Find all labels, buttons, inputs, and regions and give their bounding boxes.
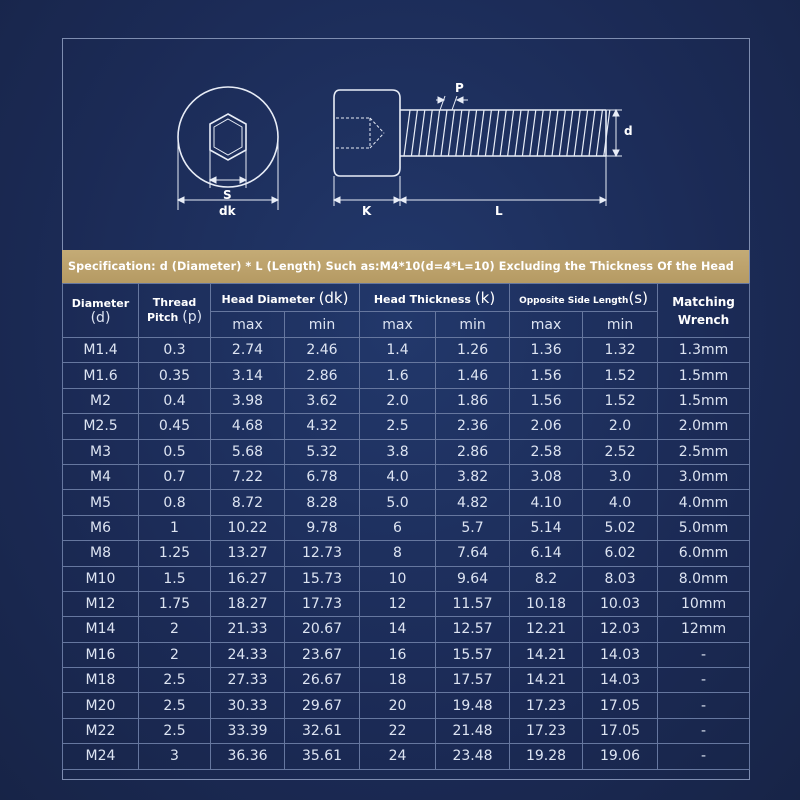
cell-head-diameter-min: 29.67 [285, 693, 360, 718]
cell-diameter: M5 [63, 490, 139, 515]
s-dimension [210, 150, 246, 188]
screw-drawing [0, 0, 800, 250]
cell-head-thickness-max: 4.0 [360, 464, 436, 489]
specification-text: Specification: d (Diameter) * L (Length) Such as:M4*10(d=4*L=10) Excluding the Thickness Of the Head [68, 260, 734, 273]
subheader-max: max [510, 312, 583, 338]
cell-opposite-min: 1.52 [583, 388, 658, 413]
cell-head-diameter-max: 13.27 [211, 541, 285, 566]
cell-opposite-min: 19.06 [583, 744, 658, 769]
cell-head-diameter-min: 2.46 [285, 338, 360, 363]
cell-diameter: M6 [63, 515, 139, 540]
cell-pitch: 2.5 [139, 718, 211, 743]
cell-head-diameter-max: 3.14 [211, 363, 285, 388]
cell-diameter: M22 [63, 718, 139, 743]
cell-head-thickness-min: 19.48 [436, 693, 510, 718]
cell-head-thickness-max: 18 [360, 668, 436, 693]
table-row [63, 566, 750, 591]
table-row [63, 388, 750, 413]
cell-head-diameter-min: 8.28 [285, 490, 360, 515]
cell-opposite-min: 1.52 [583, 363, 658, 388]
table-row [63, 693, 750, 718]
cell-pitch: 1.25 [139, 541, 211, 566]
cell-pitch: 2.5 [139, 693, 211, 718]
cell-head-thickness-max: 1.4 [360, 338, 436, 363]
thread-lines [404, 110, 610, 156]
table-row [63, 338, 750, 363]
cell-wrench: - [658, 668, 750, 693]
cell-head-thickness-max: 5.0 [360, 490, 436, 515]
cell-wrench: 2.0mm [658, 414, 750, 439]
cell-head-thickness-max: 16 [360, 642, 436, 667]
subheader-min: min [436, 312, 510, 338]
cell-head-thickness-min: 1.46 [436, 363, 510, 388]
cell-diameter: M8 [63, 541, 139, 566]
cell-opposite-max: 1.36 [510, 338, 583, 363]
cell-wrench: - [658, 693, 750, 718]
cell-opposite-max: 19.28 [510, 744, 583, 769]
cell-head-diameter-max: 33.39 [211, 718, 285, 743]
cell-opposite-max: 3.08 [510, 464, 583, 489]
cell-head-diameter-max: 24.33 [211, 642, 285, 667]
cell-opposite-max: 1.56 [510, 388, 583, 413]
table-row [63, 668, 750, 693]
cell-head-diameter-max: 21.33 [211, 617, 285, 642]
cell-head-thickness-min: 7.64 [436, 541, 510, 566]
cell-opposite-max: 10.18 [510, 591, 583, 616]
subheader-max: max [360, 312, 436, 338]
cell-wrench: 6.0mm [658, 541, 750, 566]
cell-diameter: M1.6 [63, 363, 139, 388]
cell-head-thickness-min: 1.26 [436, 338, 510, 363]
cell-head-thickness-min: 11.57 [436, 591, 510, 616]
l-label: L [495, 204, 503, 218]
cell-head-diameter-max: 4.68 [211, 414, 285, 439]
cell-pitch: 0.35 [139, 363, 211, 388]
d-label: d [624, 124, 633, 138]
cell-head-thickness-min: 5.7 [436, 515, 510, 540]
cell-opposite-min: 17.05 [583, 718, 658, 743]
cell-head-thickness-min: 12.57 [436, 617, 510, 642]
cell-opposite-max: 4.10 [510, 490, 583, 515]
subheader-min: min [285, 312, 360, 338]
dk-label: dk [219, 204, 236, 218]
cell-opposite-min: 1.32 [583, 338, 658, 363]
cell-opposite-max: 8.2 [510, 566, 583, 591]
cell-opposite-min: 12.03 [583, 617, 658, 642]
cell-opposite-min: 3.0 [583, 464, 658, 489]
cell-opposite-min: 6.02 [583, 541, 658, 566]
cell-opposite-max: 6.14 [510, 541, 583, 566]
table-row [63, 363, 750, 388]
cell-diameter: M12 [63, 591, 139, 616]
cell-head-diameter-min: 9.78 [285, 515, 360, 540]
header-thread-pitch: Thread Pitch (p) [139, 284, 211, 338]
cell-head-thickness-max: 6 [360, 515, 436, 540]
cell-wrench: - [658, 718, 750, 743]
screw-side-view [334, 90, 606, 176]
cell-wrench: 1.5mm [658, 388, 750, 413]
cell-head-thickness-min: 2.86 [436, 439, 510, 464]
cell-diameter: M10 [63, 566, 139, 591]
cell-head-diameter-max: 27.33 [211, 668, 285, 693]
table-row [63, 744, 750, 769]
cell-head-diameter-min: 32.61 [285, 718, 360, 743]
cell-head-thickness-min: 4.82 [436, 490, 510, 515]
cell-pitch: 2 [139, 642, 211, 667]
cell-head-thickness-min: 3.82 [436, 464, 510, 489]
cell-opposite-min: 14.03 [583, 642, 658, 667]
cell-head-diameter-min: 2.86 [285, 363, 360, 388]
cell-head-diameter-min: 12.73 [285, 541, 360, 566]
cell-head-diameter-min: 35.61 [285, 744, 360, 769]
cell-wrench: 10mm [658, 591, 750, 616]
cell-head-diameter-min: 6.78 [285, 464, 360, 489]
table-row [63, 414, 750, 439]
cell-head-diameter-max: 2.74 [211, 338, 285, 363]
p-dimension [436, 96, 468, 110]
cell-head-thickness-max: 2.5 [360, 414, 436, 439]
header-diameter: Diameter (d) [63, 284, 139, 338]
cell-diameter: M2 [63, 388, 139, 413]
cell-wrench: 2.5mm [658, 439, 750, 464]
cell-pitch: 0.4 [139, 388, 211, 413]
table-row [63, 490, 750, 515]
cell-diameter: M18 [63, 668, 139, 693]
cell-pitch: 0.7 [139, 464, 211, 489]
cell-wrench: - [658, 642, 750, 667]
cell-head-thickness-max: 3.8 [360, 439, 436, 464]
head-circle [178, 87, 278, 187]
cell-opposite-max: 17.23 [510, 693, 583, 718]
size-table [62, 283, 750, 770]
cell-head-thickness-max: 10 [360, 566, 436, 591]
cell-opposite-min: 14.03 [583, 668, 658, 693]
table-header-row [63, 284, 750, 312]
cell-head-diameter-max: 30.33 [211, 693, 285, 718]
cell-opposite-max: 5.14 [510, 515, 583, 540]
cell-opposite-min: 5.02 [583, 515, 658, 540]
table-row [63, 464, 750, 489]
cell-opposite-max: 14.21 [510, 668, 583, 693]
cell-wrench: 12mm [658, 617, 750, 642]
cell-head-thickness-max: 12 [360, 591, 436, 616]
cell-pitch: 0.8 [139, 490, 211, 515]
cell-opposite-min: 8.03 [583, 566, 658, 591]
cell-opposite-max: 2.58 [510, 439, 583, 464]
cell-head-thickness-max: 1.6 [360, 363, 436, 388]
hex-socket-icon [210, 114, 246, 160]
cell-pitch: 1 [139, 515, 211, 540]
header-matching-wrench: Matching Wrench [658, 284, 750, 338]
cell-wrench: 3.0mm [658, 464, 750, 489]
p-label: P [455, 81, 464, 95]
cell-head-thickness-max: 24 [360, 744, 436, 769]
cell-opposite-min: 2.52 [583, 439, 658, 464]
cell-pitch: 3 [139, 744, 211, 769]
cell-head-diameter-min: 17.73 [285, 591, 360, 616]
cell-opposite-max: 2.06 [510, 414, 583, 439]
cell-diameter: M1.4 [63, 338, 139, 363]
cell-head-thickness-max: 8 [360, 541, 436, 566]
cell-wrench: 1.5mm [658, 363, 750, 388]
cell-wrench: 5.0mm [658, 515, 750, 540]
cell-head-thickness-max: 20 [360, 693, 436, 718]
cell-head-diameter-max: 16.27 [211, 566, 285, 591]
cell-diameter: M24 [63, 744, 139, 769]
screw-head [334, 90, 400, 176]
head-top-view [178, 87, 278, 187]
table-row [63, 541, 750, 566]
cell-head-diameter-min: 4.32 [285, 414, 360, 439]
cell-head-diameter-max: 8.72 [211, 490, 285, 515]
table-row [63, 515, 750, 540]
subheader-max: max [211, 312, 285, 338]
screw-diagram [0, 0, 800, 250]
cell-diameter: M14 [63, 617, 139, 642]
table-body [63, 338, 750, 770]
table-row [63, 439, 750, 464]
table-row [63, 642, 750, 667]
cell-head-thickness-min: 23.48 [436, 744, 510, 769]
cell-diameter: M2.5 [63, 414, 139, 439]
cell-pitch: 2 [139, 617, 211, 642]
cell-head-diameter-max: 7.22 [211, 464, 285, 489]
k-l-dimension [334, 156, 606, 206]
header-head-thickness: Head Thickness (k) [360, 284, 510, 312]
cell-diameter: M4 [63, 464, 139, 489]
cell-head-diameter-min: 5.32 [285, 439, 360, 464]
k-label: K [362, 204, 372, 218]
cell-wrench: - [658, 744, 750, 769]
cell-head-thickness-min: 17.57 [436, 668, 510, 693]
s-label: S [223, 188, 232, 202]
cell-pitch: 0.5 [139, 439, 211, 464]
cell-head-thickness-min: 2.36 [436, 414, 510, 439]
cell-head-diameter-min: 3.62 [285, 388, 360, 413]
cell-opposite-min: 2.0 [583, 414, 658, 439]
cell-opposite-max: 14.21 [510, 642, 583, 667]
cell-wrench: 4.0mm [658, 490, 750, 515]
cell-wrench: 1.3mm [658, 338, 750, 363]
table-row [63, 617, 750, 642]
cell-head-diameter-max: 18.27 [211, 591, 285, 616]
cell-diameter: M20 [63, 693, 139, 718]
cell-head-thickness-max: 22 [360, 718, 436, 743]
cell-head-thickness-min: 15.57 [436, 642, 510, 667]
cell-head-diameter-min: 26.67 [285, 668, 360, 693]
cell-head-diameter-max: 5.68 [211, 439, 285, 464]
cell-diameter: M16 [63, 642, 139, 667]
cell-head-diameter-min: 20.67 [285, 617, 360, 642]
cell-head-thickness-max: 14 [360, 617, 436, 642]
cell-opposite-max: 12.21 [510, 617, 583, 642]
cell-opposite-min: 4.0 [583, 490, 658, 515]
cell-pitch: 1.75 [139, 591, 211, 616]
cell-head-diameter-max: 36.36 [211, 744, 285, 769]
header-opposite-side-length: Opposite Side Length(s) [510, 284, 658, 312]
cell-opposite-max: 1.56 [510, 363, 583, 388]
table-row [63, 591, 750, 616]
table-row [63, 718, 750, 743]
cell-diameter: M3 [63, 439, 139, 464]
cell-head-thickness-min: 9.64 [436, 566, 510, 591]
cell-pitch: 2.5 [139, 668, 211, 693]
cell-head-thickness-min: 21.48 [436, 718, 510, 743]
header-head-diameter: Head Diameter (dk) [211, 284, 360, 312]
cell-opposite-min: 10.03 [583, 591, 658, 616]
cell-pitch: 0.3 [139, 338, 211, 363]
cell-head-diameter-max: 10.22 [211, 515, 285, 540]
cell-head-diameter-min: 15.73 [285, 566, 360, 591]
cell-wrench: 8.0mm [658, 566, 750, 591]
cell-opposite-min: 17.05 [583, 693, 658, 718]
cell-head-diameter-min: 23.67 [285, 642, 360, 667]
specification-banner [62, 250, 749, 283]
cell-pitch: 0.45 [139, 414, 211, 439]
subheader-min: min [583, 312, 658, 338]
cell-head-thickness-max: 2.0 [360, 388, 436, 413]
cell-head-thickness-min: 1.86 [436, 388, 510, 413]
cell-pitch: 1.5 [139, 566, 211, 591]
cell-opposite-max: 17.23 [510, 718, 583, 743]
dk-dimension [178, 140, 278, 210]
cell-head-diameter-max: 3.98 [211, 388, 285, 413]
